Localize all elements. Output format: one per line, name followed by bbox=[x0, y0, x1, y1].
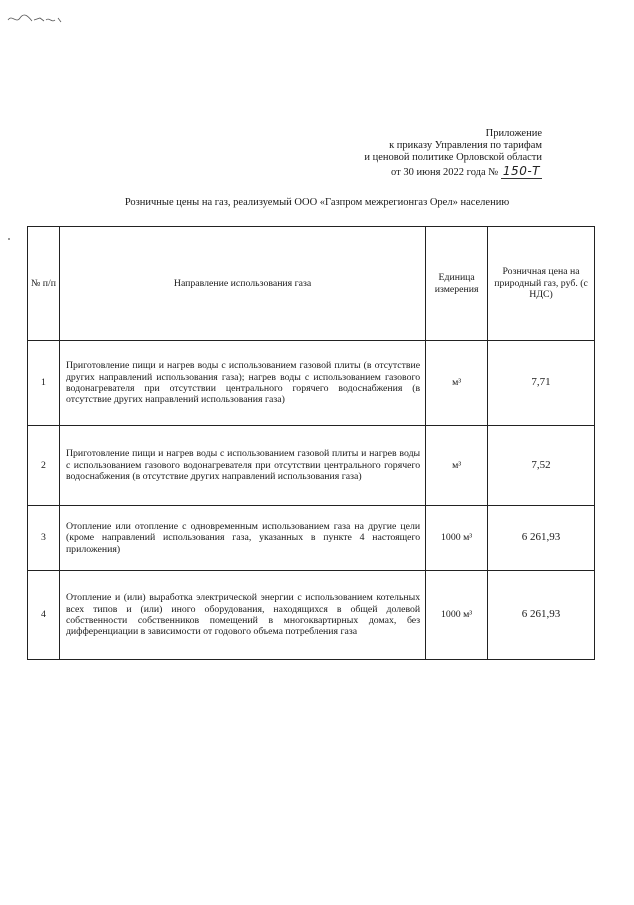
scan-speck bbox=[8, 238, 10, 240]
table-row bbox=[28, 571, 595, 660]
row-direction: Приготовление пищи и нагрев воды с использованием газовой плиты (в отсутствие других направлений использования газа); нагрев воды с использованием газового водонагревателя при отсутствии центрального горячего водоснабжения (в отсутствие других направлений использования газа) bbox=[59, 341, 425, 426]
appendix-authority: и ценовой политике Орловской области bbox=[364, 152, 542, 164]
row-unit: м³ bbox=[426, 341, 488, 426]
table-row bbox=[28, 506, 595, 571]
header-num: № п/п bbox=[28, 227, 60, 341]
row-price: 7,71 bbox=[488, 341, 595, 426]
appendix-header bbox=[320, 128, 542, 179]
header-unit: Единица измерения bbox=[426, 227, 488, 341]
handwritten-mark bbox=[6, 8, 66, 28]
row-num: 1 bbox=[28, 341, 60, 426]
appendix-date-line bbox=[320, 165, 542, 179]
row-direction: Приготовление пищи и нагрев воды с использованием газовой плиты и нагрев воды с использованием газового водонагревателя при отсутствии центрального горячего водоснабжения (в отсутствие других направлений использования газа) bbox=[59, 426, 425, 506]
row-price: 7,52 bbox=[488, 426, 595, 506]
appendix-label: Приложение bbox=[485, 128, 542, 139]
row-direction: Отопление или отопление с одновременным использованием газа на другие цели (кроме направлений использования газа, указанных в пункте 4 настоящего приложения) bbox=[59, 506, 425, 571]
appendix-date: от 30 июня 2022 года № bbox=[391, 166, 499, 178]
table-header-row bbox=[28, 227, 595, 341]
row-direction: Отопление и (или) выработка электрической энергии с использованием котельных всех типов и (или) иного оборудования, находящихся в общей долевой собственности собственников помещений в многоквартирных домах, без дифференциации в зависимости от годового объема потребления газа bbox=[59, 571, 425, 660]
row-unit: 1000 м³ bbox=[426, 506, 488, 571]
header-direction: Направление использования газа bbox=[59, 227, 425, 341]
header-price: Розничная цена на природный газ, руб. (с НДС) bbox=[488, 227, 595, 341]
row-num: 2 bbox=[28, 426, 60, 506]
table-row bbox=[28, 341, 595, 426]
price-table bbox=[27, 226, 595, 660]
appendix-order-ref: к приказу Управления по тарифам bbox=[389, 140, 542, 152]
row-price: 6 261,93 bbox=[488, 571, 595, 660]
row-num: 4 bbox=[28, 571, 60, 660]
row-num: 3 bbox=[28, 506, 60, 571]
table-row bbox=[28, 426, 595, 506]
row-unit: 1000 м³ bbox=[426, 571, 488, 660]
order-number: 150-Т bbox=[502, 163, 540, 178]
row-unit: м³ bbox=[426, 426, 488, 506]
document-title: Розничные цены на газ, реализуемый ООО «Газпром межрегионгаз Орел» населению bbox=[124, 197, 510, 208]
row-price: 6 261,93 bbox=[488, 506, 595, 571]
